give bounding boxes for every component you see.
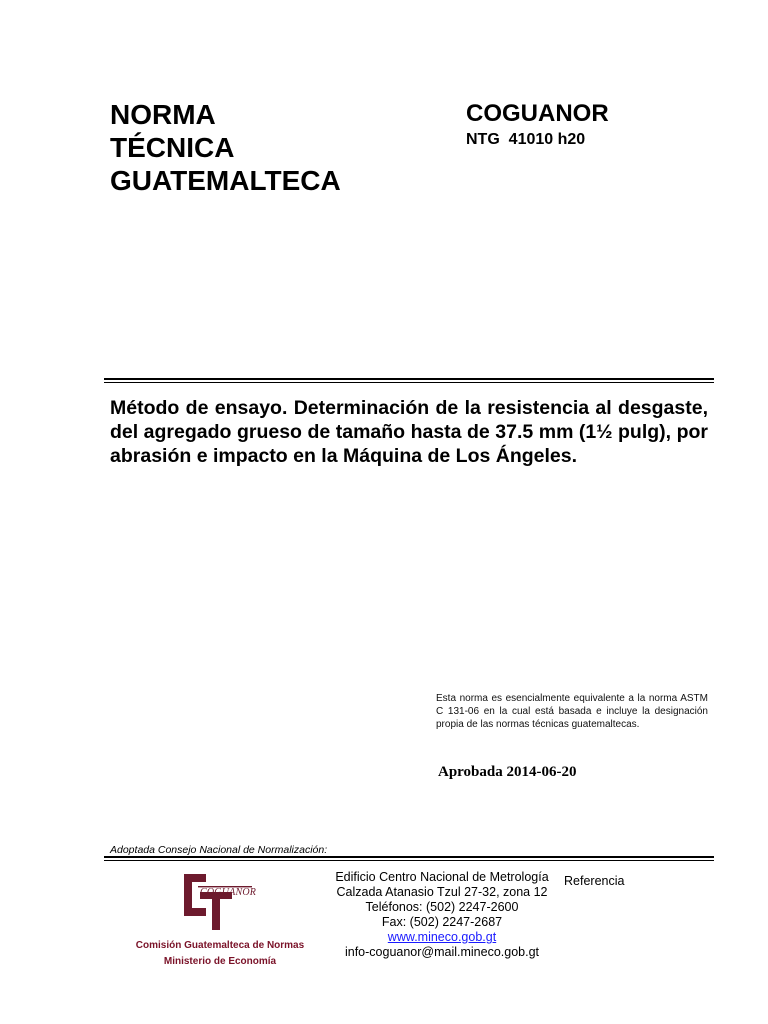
commission-line: Ministerio de Economía	[163, 956, 277, 967]
document-title	[110, 98, 341, 197]
address-line: Edificio Centro Nacional de Metrología	[335, 870, 549, 884]
address-line: Fax: (502) 2247-2687	[381, 915, 503, 929]
logo-text: COGUANOR	[200, 887, 257, 898]
commission-line: Comisión Guatemalteca de Normas	[135, 940, 305, 951]
commission-name	[110, 938, 330, 970]
approval-date: Aprobada 2014-06-20	[438, 764, 577, 780]
organization-name: COGUANOR	[466, 100, 609, 127]
divider	[104, 860, 714, 861]
address-line: Calzada Atanasio Tzul 27-32, zona 12	[336, 885, 548, 899]
title-line: GUATEMALTECA	[110, 165, 341, 196]
email-address: info-coguanor@mail.mineco.gob.gt	[344, 945, 540, 959]
adopted-label: Adoptada Consejo Nacional de Normalización:	[110, 844, 328, 856]
address-line: Teléfonos: (502) 2247-2600	[365, 900, 519, 914]
standard-code: NTG 41010 h20	[466, 131, 586, 148]
divider	[104, 856, 714, 858]
title-line: NORMA	[110, 99, 216, 130]
equivalence-note: Esta norma es esencialmente equivalente a la norma ASTM C 131-06 en la cual está basada e incluye la designación propia de las normas técnicas guatemaltecas.	[436, 693, 708, 730]
reference-label: Referencia	[564, 874, 625, 888]
coguanor-logo-icon	[170, 868, 270, 934]
method-title: Método de ensayo. Determinación de la resistencia al desgaste, del agregado grueso de tamaño hasta de 37.5 mm (1½ pulg), por abrasión e impacto en la Máquina de Los Ángeles.	[110, 397, 708, 467]
coguanor-logo	[170, 868, 270, 934]
divider	[104, 378, 714, 380]
divider	[104, 382, 714, 383]
website-link[interactable]: www.mineco.gob.gt	[387, 930, 497, 944]
title-line: TÉCNICA	[110, 132, 235, 163]
contact-address	[322, 870, 562, 960]
